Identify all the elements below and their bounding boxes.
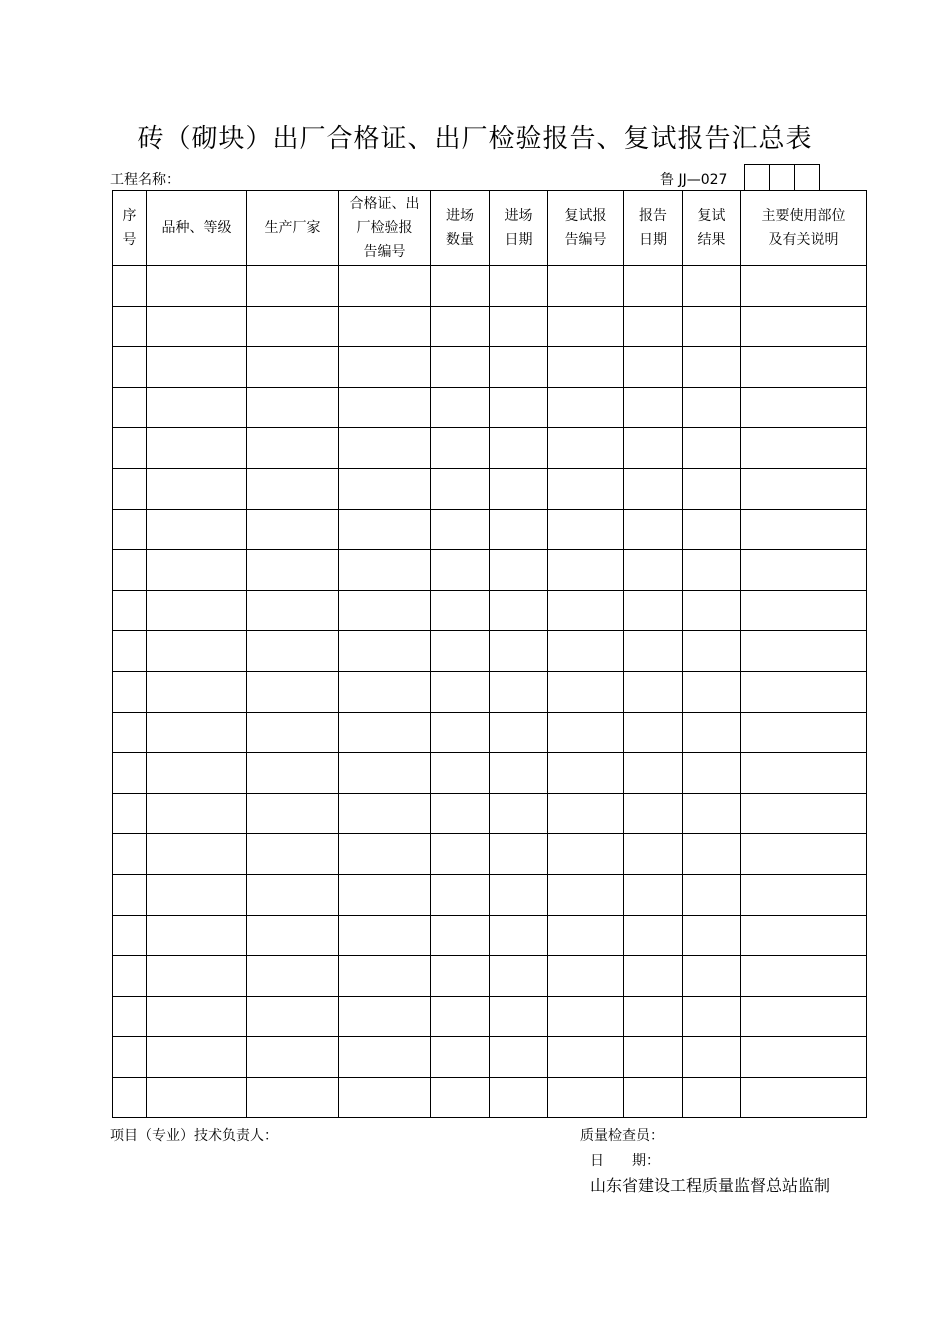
- table-cell[interactable]: [339, 753, 431, 794]
- table-cell[interactable]: [113, 956, 147, 997]
- form-number-box[interactable]: [744, 164, 770, 191]
- table-cell[interactable]: [339, 509, 431, 550]
- table-cell[interactable]: [431, 834, 490, 875]
- table-cell[interactable]: [490, 712, 548, 753]
- table-cell[interactable]: [431, 306, 490, 347]
- table-cell[interactable]: [247, 712, 339, 753]
- table-cell[interactable]: [431, 509, 490, 550]
- header-usage-notes: 主要使用部位 及有关说明: [741, 191, 867, 266]
- table-row: [113, 1077, 867, 1118]
- table-cell[interactable]: [548, 631, 624, 672]
- table-cell[interactable]: [113, 793, 147, 834]
- table-cell[interactable]: [339, 793, 431, 834]
- table-cell[interactable]: [741, 631, 867, 672]
- table-cell[interactable]: [741, 915, 867, 956]
- table-cell[interactable]: [247, 834, 339, 875]
- table-row: [113, 590, 867, 631]
- table-cell[interactable]: [147, 956, 247, 997]
- table-cell[interactable]: [624, 306, 683, 347]
- table-row: [113, 428, 867, 469]
- table-cell[interactable]: [548, 550, 624, 591]
- table-cell[interactable]: [339, 387, 431, 428]
- table-cell[interactable]: [490, 347, 548, 388]
- table-cell[interactable]: [683, 834, 741, 875]
- table-cell[interactable]: [490, 956, 548, 997]
- table-cell[interactable]: [113, 428, 147, 469]
- table-row: [113, 347, 867, 388]
- table-cell[interactable]: [490, 874, 548, 915]
- table-cell[interactable]: [548, 834, 624, 875]
- table-cell[interactable]: [339, 1077, 431, 1118]
- table-cell[interactable]: [339, 468, 431, 509]
- project-name-label: 工程名称：: [110, 172, 180, 188]
- table-cell[interactable]: [548, 347, 624, 388]
- table-cell[interactable]: [490, 550, 548, 591]
- table-cell[interactable]: [339, 834, 431, 875]
- table-cell[interactable]: [548, 266, 624, 307]
- table-cell[interactable]: [490, 266, 548, 307]
- table-cell[interactable]: [113, 306, 147, 347]
- table-cell[interactable]: [147, 793, 247, 834]
- header-seq: 序 号: [113, 191, 147, 266]
- table-cell[interactable]: [247, 671, 339, 712]
- table-cell[interactable]: [247, 428, 339, 469]
- table-cell[interactable]: [490, 753, 548, 794]
- table-cell[interactable]: [683, 468, 741, 509]
- table-cell[interactable]: [431, 387, 490, 428]
- table-cell[interactable]: [147, 266, 247, 307]
- table-cell[interactable]: [113, 1077, 147, 1118]
- table-cell[interactable]: [247, 468, 339, 509]
- table-cell[interactable]: [113, 915, 147, 956]
- table-cell[interactable]: [741, 712, 867, 753]
- table-row: [113, 996, 867, 1037]
- table-cell[interactable]: [683, 428, 741, 469]
- table-cell[interactable]: [624, 590, 683, 631]
- table-header-row: [113, 191, 867, 266]
- table-cell[interactable]: [490, 468, 548, 509]
- table-cell[interactable]: [431, 266, 490, 307]
- table-cell[interactable]: [247, 347, 339, 388]
- table-cell[interactable]: [741, 590, 867, 631]
- table-cell[interactable]: [548, 956, 624, 997]
- table-row: [113, 834, 867, 875]
- table-cell[interactable]: [624, 874, 683, 915]
- table-cell[interactable]: [683, 590, 741, 631]
- table-cell[interactable]: [147, 834, 247, 875]
- table-cell[interactable]: [741, 468, 867, 509]
- table-cell[interactable]: [683, 956, 741, 997]
- table-cell[interactable]: [624, 956, 683, 997]
- table-cell[interactable]: [624, 631, 683, 672]
- table-cell[interactable]: [247, 266, 339, 307]
- table-cell[interactable]: [431, 956, 490, 997]
- table-cell[interactable]: [490, 306, 548, 347]
- form-number-box[interactable]: [794, 164, 820, 191]
- table-cell[interactable]: [431, 550, 490, 591]
- table-cell[interactable]: [683, 550, 741, 591]
- table-row: [113, 915, 867, 956]
- table-cell[interactable]: [339, 671, 431, 712]
- header-certificate-number: 合格证、出 厂检验报 告编号: [339, 191, 431, 266]
- inspector-label: 质量检查员：: [580, 1128, 664, 1144]
- table-cell[interactable]: [147, 915, 247, 956]
- table-cell[interactable]: [624, 793, 683, 834]
- table-cell[interactable]: [431, 996, 490, 1037]
- table-cell[interactable]: [339, 550, 431, 591]
- table-cell[interactable]: [247, 753, 339, 794]
- table-cell[interactable]: [113, 874, 147, 915]
- summary-table: [112, 190, 867, 1118]
- table-cell[interactable]: [548, 428, 624, 469]
- table-cell[interactable]: [548, 671, 624, 712]
- table-cell[interactable]: [431, 712, 490, 753]
- table-cell[interactable]: [624, 996, 683, 1037]
- table-cell[interactable]: [431, 671, 490, 712]
- table-cell[interactable]: [490, 428, 548, 469]
- table-cell[interactable]: [247, 915, 339, 956]
- table-cell[interactable]: [548, 996, 624, 1037]
- table-cell[interactable]: [113, 631, 147, 672]
- table-cell[interactable]: [431, 347, 490, 388]
- table-cell[interactable]: [624, 915, 683, 956]
- table-cell[interactable]: [247, 631, 339, 672]
- table-cell[interactable]: [490, 915, 548, 956]
- table-cell[interactable]: [624, 550, 683, 591]
- table-cell[interactable]: [683, 1077, 741, 1118]
- table-cell[interactable]: [548, 712, 624, 753]
- table-cell[interactable]: [247, 1037, 339, 1078]
- table-cell[interactable]: [113, 1037, 147, 1078]
- table-cell[interactable]: [339, 915, 431, 956]
- table-cell[interactable]: [113, 347, 147, 388]
- table-row: [113, 1037, 867, 1078]
- table-cell[interactable]: [624, 834, 683, 875]
- table-cell[interactable]: [548, 753, 624, 794]
- table-cell[interactable]: [113, 550, 147, 591]
- table-cell[interactable]: [741, 793, 867, 834]
- table-cell[interactable]: [431, 1077, 490, 1118]
- table-cell[interactable]: [624, 509, 683, 550]
- table-cell[interactable]: [624, 468, 683, 509]
- table-cell[interactable]: [683, 671, 741, 712]
- table-cell[interactable]: [431, 793, 490, 834]
- table-cell[interactable]: [339, 347, 431, 388]
- table-cell[interactable]: [247, 509, 339, 550]
- table-cell[interactable]: [147, 590, 247, 631]
- table-cell[interactable]: [490, 671, 548, 712]
- form-number-boxes: [745, 164, 820, 191]
- table-cell[interactable]: [247, 306, 339, 347]
- table-row: [113, 266, 867, 307]
- table-cell[interactable]: [490, 631, 548, 672]
- table-row: [113, 793, 867, 834]
- date-label: 日 期：: [590, 1153, 660, 1169]
- table-cell[interactable]: [113, 590, 147, 631]
- table-cell[interactable]: [624, 753, 683, 794]
- table-cell[interactable]: [741, 266, 867, 307]
- table-cell[interactable]: [490, 590, 548, 631]
- table-cell[interactable]: [741, 550, 867, 591]
- table-cell[interactable]: [548, 306, 624, 347]
- table-row: [113, 509, 867, 550]
- table-cell[interactable]: [683, 793, 741, 834]
- table-cell[interactable]: [624, 428, 683, 469]
- table-cell[interactable]: [147, 671, 247, 712]
- table-cell[interactable]: [339, 996, 431, 1037]
- table-cell[interactable]: [741, 753, 867, 794]
- table-cell[interactable]: [490, 834, 548, 875]
- table-row: [113, 671, 867, 712]
- table-cell[interactable]: [683, 509, 741, 550]
- table-cell[interactable]: [683, 753, 741, 794]
- table-cell[interactable]: [741, 956, 867, 997]
- table-cell[interactable]: [548, 387, 624, 428]
- table-cell[interactable]: [339, 1037, 431, 1078]
- table-row: [113, 753, 867, 794]
- table-row: [113, 956, 867, 997]
- table-cell[interactable]: [247, 550, 339, 591]
- table-cell[interactable]: [683, 915, 741, 956]
- table-cell[interactable]: [339, 266, 431, 307]
- table-cell[interactable]: [683, 631, 741, 672]
- table-cell[interactable]: [741, 509, 867, 550]
- page-title: 砖（砌块）出厂合格证、出厂检验报告、复试报告汇总表: [137, 124, 813, 154]
- table-cell[interactable]: [113, 266, 147, 307]
- table-cell[interactable]: [339, 306, 431, 347]
- table-cell[interactable]: [741, 1037, 867, 1078]
- table-cell[interactable]: [247, 996, 339, 1037]
- table-cell[interactable]: [431, 631, 490, 672]
- table-cell[interactable]: [147, 1077, 247, 1118]
- table-cell[interactable]: [113, 834, 147, 875]
- table-cell[interactable]: [683, 347, 741, 388]
- table-cell[interactable]: [339, 956, 431, 997]
- table-cell[interactable]: [548, 793, 624, 834]
- table-cell[interactable]: [741, 874, 867, 915]
- table-cell[interactable]: [147, 874, 247, 915]
- form-number-box[interactable]: [769, 164, 795, 191]
- table-cell[interactable]: [247, 956, 339, 997]
- table-cell[interactable]: [247, 793, 339, 834]
- table-cell[interactable]: [624, 1037, 683, 1078]
- table-cell[interactable]: [683, 387, 741, 428]
- table-cell[interactable]: [683, 874, 741, 915]
- header-manufacturer: 生产厂家: [247, 191, 339, 266]
- table-cell[interactable]: [431, 753, 490, 794]
- table-cell[interactable]: [147, 509, 247, 550]
- table-cell[interactable]: [741, 428, 867, 469]
- table-cell[interactable]: [548, 874, 624, 915]
- table-cell[interactable]: [113, 671, 147, 712]
- table-cell[interactable]: [247, 387, 339, 428]
- table-cell[interactable]: [741, 996, 867, 1037]
- table-cell[interactable]: [683, 712, 741, 753]
- table-row: [113, 306, 867, 347]
- table-cell[interactable]: [741, 834, 867, 875]
- table-cell[interactable]: [339, 712, 431, 753]
- table-cell[interactable]: [247, 874, 339, 915]
- table-cell[interactable]: [431, 590, 490, 631]
- table-row: [113, 712, 867, 753]
- issuing-organization: 山东省建设工程质量监督总站监制: [590, 1176, 831, 1195]
- tech-lead-label: 项目（专业）技术负责人：: [110, 1128, 278, 1144]
- table-cell[interactable]: [431, 874, 490, 915]
- table-cell[interactable]: [548, 1077, 624, 1118]
- table-cell[interactable]: [490, 793, 548, 834]
- table-cell[interactable]: [431, 428, 490, 469]
- table-row: [113, 874, 867, 915]
- table-cell[interactable]: [339, 428, 431, 469]
- header-variety-grade: 品种、等级: [147, 191, 247, 266]
- table-cell[interactable]: [741, 387, 867, 428]
- table-cell[interactable]: [431, 915, 490, 956]
- table-cell[interactable]: [339, 590, 431, 631]
- table-cell[interactable]: [548, 915, 624, 956]
- table-cell[interactable]: [490, 509, 548, 550]
- table-cell[interactable]: [147, 468, 247, 509]
- table-cell[interactable]: [548, 468, 624, 509]
- table-cell[interactable]: [147, 306, 247, 347]
- table-cell[interactable]: [624, 1077, 683, 1118]
- table-cell[interactable]: [548, 590, 624, 631]
- table-row: [113, 387, 867, 428]
- table-cell[interactable]: [339, 631, 431, 672]
- table-cell[interactable]: [113, 753, 147, 794]
- table-cell[interactable]: [147, 631, 247, 672]
- table-cell[interactable]: [147, 387, 247, 428]
- table-cell[interactable]: [490, 1037, 548, 1078]
- table-cell[interactable]: [490, 387, 548, 428]
- table-cell[interactable]: [490, 1077, 548, 1118]
- table-cell[interactable]: [741, 306, 867, 347]
- table-cell[interactable]: [683, 1037, 741, 1078]
- table-cell[interactable]: [247, 590, 339, 631]
- table-cell[interactable]: [147, 753, 247, 794]
- table-cell[interactable]: [548, 509, 624, 550]
- table-cell[interactable]: [147, 996, 247, 1037]
- header-retest-report-number: 复试报 告编号: [548, 191, 624, 266]
- header-retest-result: 复试 结果: [683, 191, 741, 266]
- table-cell[interactable]: [683, 996, 741, 1037]
- table-row: [113, 468, 867, 509]
- table-cell[interactable]: [624, 387, 683, 428]
- table-row: [113, 631, 867, 672]
- table-cell[interactable]: [147, 428, 247, 469]
- table-cell[interactable]: [339, 874, 431, 915]
- form-code: 鲁 JJ—027: [660, 172, 728, 188]
- table-cell[interactable]: [741, 671, 867, 712]
- table-cell[interactable]: [548, 1037, 624, 1078]
- table-cell[interactable]: [683, 306, 741, 347]
- table-cell[interactable]: [113, 387, 147, 428]
- table-cell[interactable]: [147, 1037, 247, 1078]
- table-cell[interactable]: [147, 550, 247, 591]
- table-cell[interactable]: [113, 712, 147, 753]
- table-row: [113, 550, 867, 591]
- table-cell[interactable]: [113, 509, 147, 550]
- table-cell[interactable]: [741, 347, 867, 388]
- table-cell[interactable]: [490, 996, 548, 1037]
- table-cell[interactable]: [113, 468, 147, 509]
- table-cell[interactable]: [624, 347, 683, 388]
- header-entry-quantity: 进场 数量: [431, 191, 490, 266]
- table-cell[interactable]: [247, 1077, 339, 1118]
- header-entry-date: 进场 日期: [490, 191, 548, 266]
- table-cell[interactable]: [431, 468, 490, 509]
- table-cell[interactable]: [113, 996, 147, 1037]
- table-cell[interactable]: [147, 712, 247, 753]
- table-cell[interactable]: [741, 1077, 867, 1118]
- table-cell[interactable]: [624, 712, 683, 753]
- table-cell[interactable]: [147, 347, 247, 388]
- table-body: [113, 266, 867, 1118]
- table-cell[interactable]: [683, 266, 741, 307]
- header-report-date: 报告 日期: [624, 191, 683, 266]
- table-cell[interactable]: [624, 266, 683, 307]
- table-cell[interactable]: [431, 1037, 490, 1078]
- table-cell[interactable]: [624, 671, 683, 712]
